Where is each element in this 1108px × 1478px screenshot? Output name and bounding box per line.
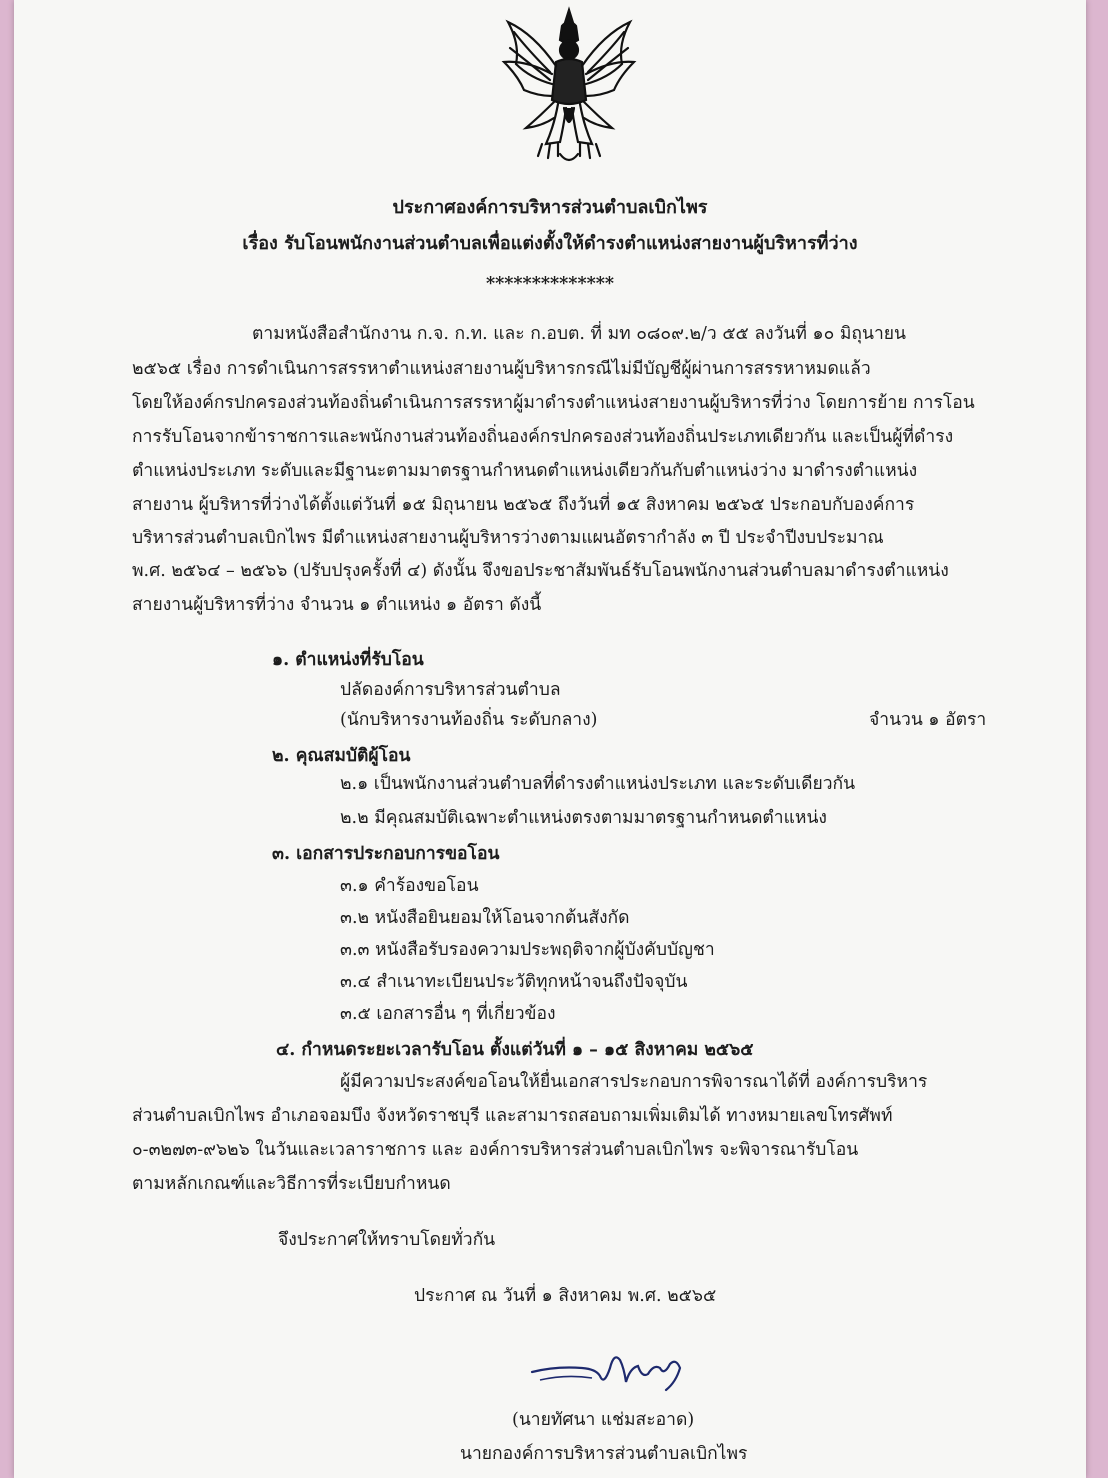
section-3-item: ๓.๒ หนังสือยินยอมให้โอนจากต้นสังกัด	[340, 908, 630, 928]
para-line-7: บริหารส่วนตำบลเบิกไพร มีตำแหน่งสายงานผู้บริหารว่างตามแผนอัตรากำลัง ๓ ปี ประจำปีงบประมาณ	[132, 528, 884, 548]
section-3-heading: ๓. เอกสารประกอบการขอโอน	[272, 844, 500, 864]
para-line-9: สายงานผู้บริหารที่ว่าง จำนวน ๑ ตำแหน่ง ๑ อัตรา ดังนี้	[132, 595, 542, 615]
section-2-item: ๒.๑ เป็นพนักงานส่วนตำบลที่ดำรงตำแหน่งประเภท และระดับเดียวกัน	[340, 774, 856, 794]
section-4-heading-label: ๔. กำหนดระยะเวลารับโอน	[276, 1040, 484, 1060]
section-3-item: ๓.๕ เอกสารอื่น ๆ ที่เกี่ยวข้อง	[340, 1004, 556, 1024]
section-3-item: ๓.๓ หนังสือรับรองความประพฤติจากผู้บังคับบัญชา	[340, 940, 715, 960]
para-line-5: ตำแหน่งประเภท ระดับและมีฐานะตามมาตรฐานกำหนดตำแหน่งเดียวกันกับตำแหน่งว่าง มาดำรงตำแหน่ง	[132, 461, 918, 481]
section-4-heading	[276, 1038, 754, 1062]
stars-divider: **************	[485, 274, 615, 294]
handwritten-signature-icon	[526, 1338, 696, 1408]
section-1-heading: ๑. ตำแหน่งที่รับโอน	[272, 650, 424, 670]
announcement-date: ประกาศ ณ วันที่ ๑ สิงหาคม พ.ศ. ๒๕๖๕	[414, 1286, 717, 1306]
para-line-4: การรับโอนจากข้าราชการและพนักงานส่วนท้องถิ่นองค์กรปกครองส่วนท้องถิ่นประเภทเดียวกัน และเป็นผู้ที่ดำรง	[132, 427, 954, 447]
announcement-subject: เรื่อง รับโอนพนักงานส่วนตำบลเพื่อแต่งตั้งให้ดำรงตำแหน่งสายงานผู้บริหารที่ว่าง	[242, 233, 858, 254]
section-1-count: จำนวน ๑ อัตรา	[869, 710, 987, 730]
signer-name: (นายทัศนา แช่มสะอาด)	[512, 1410, 695, 1430]
para-line-8: พ.ศ. ๒๕๖๔ – ๒๕๖๖ (ปรับปรุงครั้งที่ ๔) ดังนั้น จึงขอประชาสัมพันธ์รับโอนพนักงานส่วนตำบลมาดำรงตำแหน่ง	[132, 561, 949, 581]
para-line-6: สายงาน ผู้บริหารที่ว่างได้ตั้งแต่วันที่ ๑๕ มิถุนายน ๒๕๖๕ ถึงวันที่ ๑๕ สิงหาคม ๒๕๖๕ ประกอบกับองค์การ	[132, 495, 915, 515]
document-page	[14, 0, 1086, 1478]
section-4-date-range: ตั้งแต่วันที่ ๑ – ๑๕ สิงหาคม ๒๕๖๕	[483, 1040, 754, 1060]
section-3-item: ๓.๑ คำร้องขอโอน	[340, 876, 479, 896]
closing-statement: จึงประกาศให้ทราบโดยทั่วกัน	[278, 1230, 496, 1250]
signer-position: นายกองค์การบริหารส่วนตำบลเบิกไพร	[460, 1444, 748, 1464]
section-2-heading: ๒. คุณสมบัติผู้โอน	[272, 746, 411, 766]
section-4-line-1: ผู้มีความประสงค์ขอโอนให้ยื่นเอกสารประกอบการพิจารณาได้ที่ องค์การบริหาร	[340, 1072, 928, 1092]
announcement-title: ประกาศองค์การบริหารส่วนตำบลเบิกไพร	[392, 197, 708, 218]
section-3-item: ๓.๔ สำเนาทะเบียนประวัติทุกหน้าจนถึงปัจจุบัน	[340, 972, 688, 992]
para-line-3: โดยให้องค์กรปกครองส่วนท้องถิ่นดำเนินการสรรหาผู้มาดำรงตำแหน่งสายงานผู้บริหารที่ว่าง โดยการย้าย การโอน	[132, 393, 975, 413]
section-2-item: ๒.๒ มีคุณสมบัติเฉพาะตำแหน่งตรงตามมาตรฐานกำหนดตำแหน่ง	[340, 808, 827, 828]
section-4-line-3: ๐-๓๒๗๓-๙๖๒๖ ในวันและเวลาราชการ และ องค์การบริหารส่วนตำบลเบิกไพร จะพิจารณารับโอน	[132, 1140, 859, 1160]
section-4-line-2: ส่วนตำบลเบิกไพร อำเภอจอมบึง จังหวัดราชบุรี และสามารถสอบถามเพิ่มเติมได้ ทางหมายเลขโทรศัพท์	[132, 1106, 893, 1126]
section-1-level: (นักบริหารงานท้องถิ่น ระดับกลาง)	[340, 710, 598, 730]
para-line-2: ๒๕๖๕ เรื่อง การดำเนินการสรรหาตำแหน่งสายงานผู้บริหารกรณีไม่มีบัญชีผู้ผ่านการสรรหาหมดแล้ว	[132, 359, 871, 379]
para-line-1: ตามหนังสือสำนักงาน ก.จ. ก.ท. และ ก.อบต. ที่ มท ๐๘๐๙.๒/ว ๕๕ ลงวันที่ ๑๐ มิถุนายน	[252, 324, 907, 344]
garuda-emblem-icon	[494, 4, 644, 174]
section-1-position: ปลัดองค์การบริหารส่วนตำบล	[340, 680, 561, 700]
section-4-line-4: ตามหลักเกณฑ์และวิธีการที่ระเบียบกำหนด	[132, 1174, 451, 1194]
